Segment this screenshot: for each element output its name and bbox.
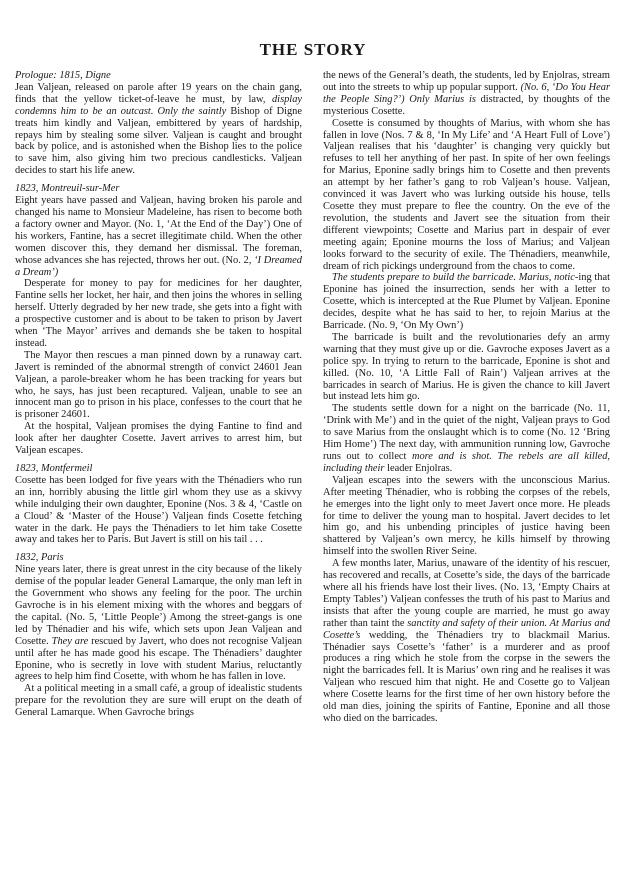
story-paragraph: [323, 70, 610, 118]
story-paragraph: [15, 683, 302, 719]
text-run: Valjean escapes into the sewers with the unconscious Marius. After meeting Thénadier, who is robbing the corpses of the rebels, he emerges into the light only to meet Javert once more. He pleads for time to deliver the young man to hospital. Javert decides to let him go, and his unbending principles of justice having been shattered by Valjean’s own mercy, he kills himself by throwing himself into the swollen River Seine.: [323, 474, 610, 558]
section-heading: 1823, Montfermeil: [15, 463, 93, 474]
story-paragraph: [15, 475, 302, 546]
text-run: At the hospital, Valjean promises the dying Fantine to find and look after her daughter Cosette. Javert arrives to arrest him, but Valjean escapes.: [15, 421, 302, 457]
section-heading: 1832, Paris: [15, 552, 64, 564]
text-run: distracted, by thoughts of the mysterious Cosette.: [323, 93, 610, 117]
story-paragraph: [15, 82, 302, 177]
left-column: [15, 70, 302, 719]
text-run: Cosette has been lodged for five years with the Thénadiers who run an inn, horribly abusing the little girl whom they use as a skivvy while indulging their own daughter, Eponine (Nos. 3 & 4, ‘Castle on a Cloud’ & ‘Master of the House’) Valjean finds Cosette fetching water in the dark. He pays the Thénadiers to let him take Cosette away and takes her to Paris. But Javert is still on his tail . . .: [15, 474, 302, 546]
text-run: The barricade is built and the revolutionaries defy an army warning that they must give up or die. Gavroche exposes Javert as a police spy. In trying to return to the barricade, Eponine is shot and killed. (No. 10, ‘A Little Fall of Rain’) Valjean arrives at the barricades in search of Marius. He is given the chance to kill Javert but instead lets him go.: [323, 331, 610, 403]
text-run: ing that Eponine has joined the insurrection, sends her with a letter to Cosette, which is intercepted at the Rue Plumet by Valjean. Eponine decides, despite what he has said to her, to rejoin Marius at the Barricade. (No. 9, ‘On My Own’): [323, 272, 610, 332]
text-run: Nine years later, there is great unrest in the city because of the likely demise of the popular leader General Lamarque, the only man left in the Government who shows any feeling for the poor. The urchin Gavroche is in his element mixing with the whores and beggars of the capital. (No. 5, ‘Little People’) Among the street-gangs is one led by Thénadier and his wife, which sets upon Jean Valjean and Cosette.: [15, 564, 302, 647]
italic-text: (No. 6, ‘Do You Hear the People Sing?’) Only Marius is: [323, 81, 610, 105]
text-run: the news of the General’s death, the students, led by Enjolras, stream out into the streets to whip up popular support.: [323, 70, 610, 93]
text-run: Eight years have passed and Valjean, having broken his parole and changed his name to Monsieur Madeleine, has risen to become both a factory owner and Mayor. (No. 1, ‘At the End of the Day’) One of his workers, Fantine, has a secret illegitimate child. When the other women discover this, they demand her dismissal. The foreman, whose advances she has rejected, throws her out. (No. 2,: [15, 195, 302, 266]
page-title: THE STORY: [259, 40, 367, 59]
story-paragraph: [323, 558, 610, 725]
section-heading: 1823, Montreuil-sur-Mer: [15, 183, 120, 195]
story-paragraph: [323, 272, 610, 332]
story-paragraph: [15, 195, 302, 278]
italic-text: They are: [51, 635, 89, 647]
italic-text: more and is shot. The rebels are all killed, including their: [323, 451, 611, 474]
italic-text: sanctity and safety of their union. At Marius and Cosette’s: [323, 617, 610, 641]
story-paragraph: [323, 475, 610, 558]
italic-text: The students prepare to build the barricade. Marius, notic-: [332, 272, 579, 284]
right-column: [323, 70, 610, 725]
text-run: Cosette is consumed by thoughts of Marius, with whom she has fallen in love (Nos. 7 & 8, ‘In My Life’ and ‘A Heart Full of Love’) Valjean realises that his ‘daughter’ is changing very quickly but refuses to tell her anything of her past. In spite of her own feelings for Marius, Eponine sadly brings him to Cosette and then prevents an attempt by her father’s gang to rob Valjean’s house. Valjean, convinced it was Javert who was lurking outside his house, tells Cosette they must prepare to flee the country. On the eve of the revolution, the students and Javert see the situation from their different viewpoints; Cosette and Marius part in despair of ever meeting again; Eponine mourns the loss of Marius; and Valjean looks forward to the security of exile. The Thénadiers, meanwhile, dream of rich pickings underground from the chaos to come.: [323, 117, 610, 272]
text-run: At a political meeting in a small café, a group of idealistic students prepare for the revolution they are sure will erupt on the death of General Lamarque. When Gavroche brings: [15, 683, 302, 719]
story-paragraph: [15, 350, 302, 421]
story-paragraph: [15, 564, 302, 683]
text-run: The Mayor then rescues a man pinned down by a runaway cart. Javert is reminded of the abnormal strength of convict 24601 Jean Valjean, a parole-breaker whom he has been tracking for years but who, he says, has just been recaptured. Valjean, unable to see an innocent man go to prison in his place, confesses to the court that he is prisoner 24601.: [15, 349, 302, 421]
italic-text: display condemns him to be an outcast. Only the saintly: [15, 93, 302, 117]
story-paragraph: [15, 421, 302, 457]
text-run: wedding, the Thénadiers try to blackmail Marius. Thénadier says Cosette’s ‘father’ is a murderer and as proof produces a ring which he stole from the corpse in the sewers the night the barricades fell. It is Marius’ own ring and he realises it was Valjean who rescued him that night. He and Cosette go to Valjean where Cosette learns for the first time of her own history before the old man dies, joining the spirits of Fantine, Eponine and all those who died on the barricades.: [323, 629, 610, 724]
text-run: The students settle down for a night on the barricade (No. 11, ‘Drink with Me’) and in the quiet of the night, Valjean prays to God to save Marius from the onslaught which is to come (No. 12 ‘Bring Him Home’) The next day, with ammunition running low, Gavroche runs out to collect: [323, 403, 610, 462]
text-run: Jean Valjean, released on parole after 19 years on the chain gang, finds that the yellow ticket-of-leave he must, by law,: [15, 81, 302, 105]
text-run: A few months later, Marius, unaware of the identity of his rescuer, has recovered and recalls, at Cosette’s side, the days of the barricade where all his friends have lost their lives. (No. 13, ‘Empty Chairs at Empty Tables’) Valjean confesses the truth of his past to Marius and insists that after the young couple are married, he must go away rather than taint the: [323, 558, 610, 629]
story-paragraph: [323, 332, 610, 403]
text-run: leader Enjolras.: [384, 462, 453, 474]
story-paragraph: [323, 403, 610, 474]
story-paragraph: [15, 278, 302, 349]
story-paragraph: [323, 118, 610, 273]
italic-text: ‘I Dreamed a Dream’): [15, 254, 302, 278]
section-heading: Prologue: 1815, Digne: [15, 70, 111, 81]
text-run: rescued by Javert, who does not recognise Valjean until after he has made good his escape. The Thénadiers’ daughter Eponine, who is secretly in love with student Marius, reluctantly agrees to help him find Cosette, with whom he has fallen in love.: [15, 635, 302, 683]
text-run: Desperate for money to pay for medicines for her daughter, Fantine sells her locket, her hair, and then joins the whores in selling herself. Utterly degraded by her new trade, she gets into a fight with a prospective customer and is about to be taken to prison by Javert when ‘The Mayor’ arrives and demands she be taken to hospital instead.: [15, 278, 302, 349]
text-run: Bishop of Digne treats him kindly and Valjean, embittered by years of hardship, repays him by stealing some silver. Valjean is caught and brought back by police, and is astonished when the Bishop lies to the police to save him, also giving him two precious candlesticks. Valjean decides to start his life anew.: [15, 105, 302, 177]
